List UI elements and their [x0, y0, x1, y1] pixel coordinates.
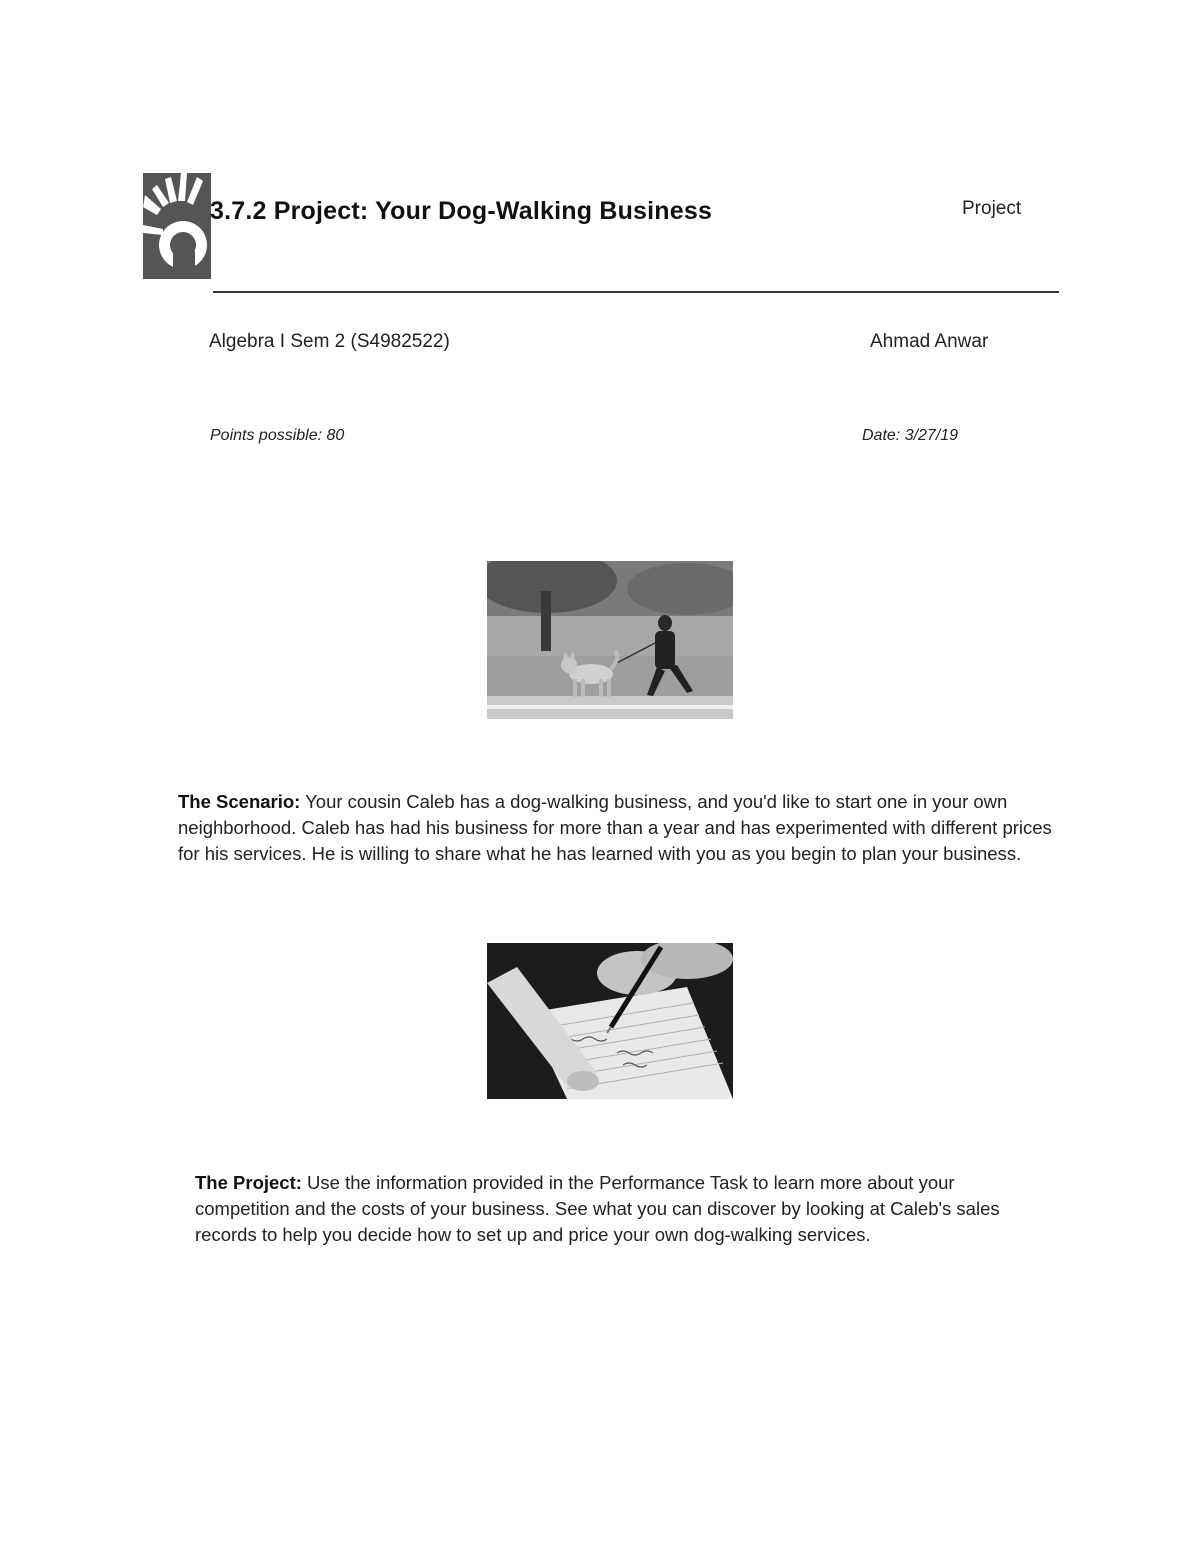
points-possible: Points possible: 80	[210, 427, 345, 444]
dog-walking-photo-icon	[487, 561, 733, 719]
project-label: The Project:	[195, 1172, 302, 1193]
scenario-label: The Scenario:	[178, 791, 301, 812]
student-name: Ahmad Anwar	[870, 331, 989, 352]
project-text: Use the information provided in the Performance Task to learn more about your competition and the costs of your business. See what you can discover by looking at Caleb's sales records to help you decide how to set up and price your own dog-walking services.	[195, 1172, 1000, 1245]
scenario-text: Your cousin Caleb has a dog-walking business, and you'd like to start one in your own neighborhood. Caleb has had his business for more than a year and has experimented with different prices for his services. He is willing to share what he has learned with you as you begin to plan your business.	[178, 791, 1052, 864]
hand-writing-notebook-photo-icon	[487, 943, 733, 1099]
header-divider	[213, 291, 1059, 293]
project-paragraph	[195, 1170, 1035, 1248]
assignment-date: Date: 3/27/19	[862, 427, 959, 444]
logo-icon	[143, 173, 211, 279]
scenario-paragraph	[178, 789, 1070, 867]
page-title: 3.7.2 Project: Your Dog-Walking Business	[210, 197, 713, 225]
course-name: Algebra I Sem 2 (S4982522)	[209, 331, 450, 352]
assignment-type-label: Project	[962, 198, 1022, 219]
